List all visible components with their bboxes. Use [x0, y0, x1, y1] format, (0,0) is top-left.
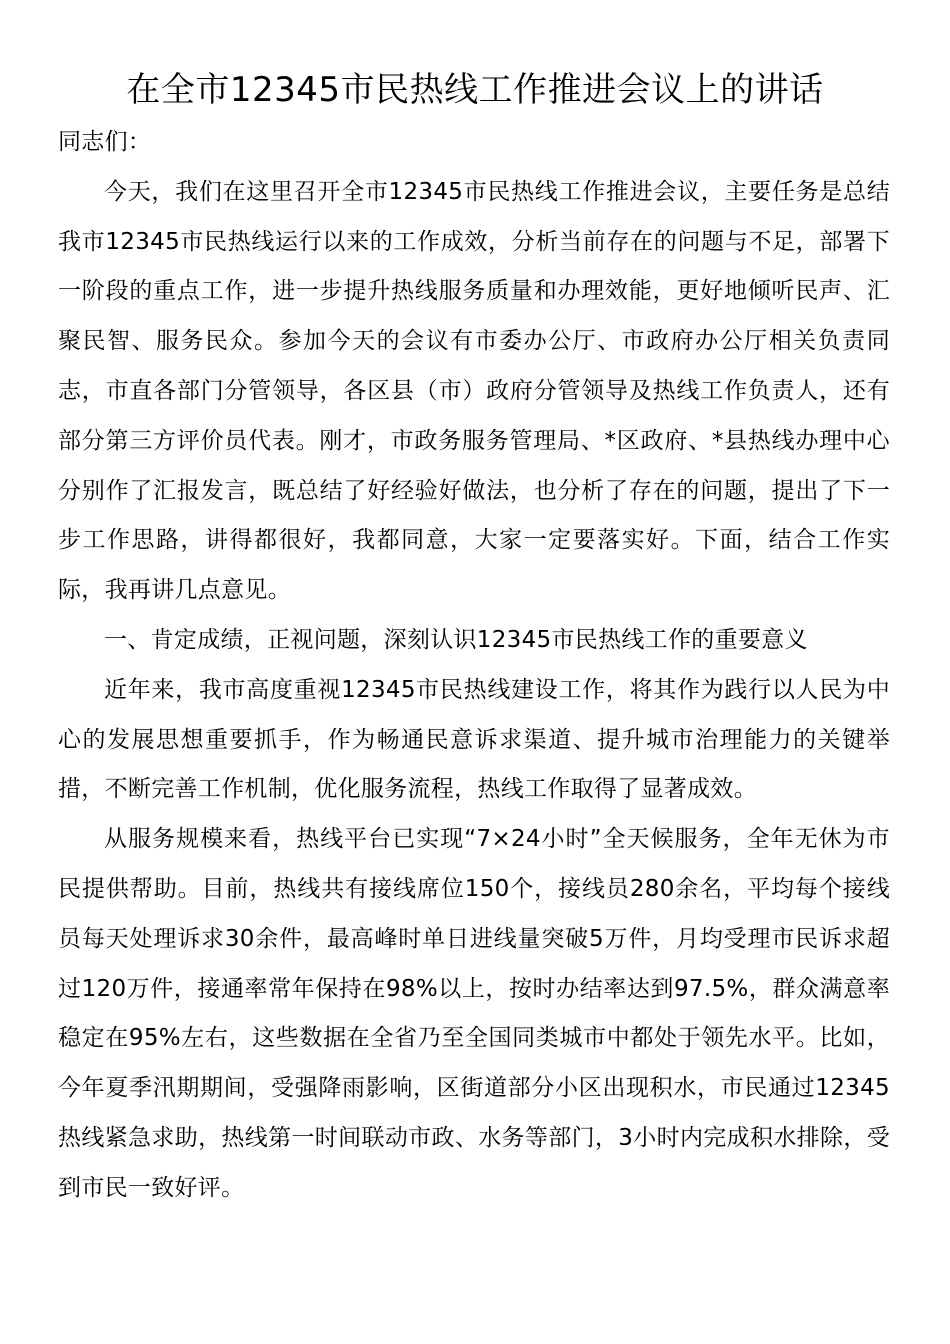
section-heading-1: 一、肯定成绩，正视问题，深刻认识12345市民热线工作的重要意义 [104, 626, 808, 653]
paragraph-achievements: 近年来，我市高度重视12345市民热线建设工作，将其作为践行以人民为中心的发展思想重要抓手，作为畅通民意诉求渠道、提升城市治理能力的关键举措，不断完善工作机制，优化服务流程，热线工作取得了显著成效。 [58, 676, 890, 803]
document-body [58, 118, 890, 1214]
paragraph-opening: 今天，我们在这里召开全市12345市民热线工作推进会议，主要任务是总结我市12345市民热线运行以来的工作成效，分析当前存在的问题与不足，部署下一阶段的重点工作，进一步提升热线服务质量和办理效能，更好地倾听民声、汇聚民智、服务民众。参加今天的会议有市委办公厅、市政府办公厅相关负责同志，市直各部门分管领导，各区县（市）政府分管领导及热线工作负责人，还有部分第三方评价员代表。刚才，市政务服务管理局、*区政府、*县热线办理中心分别作了汇报发言，既总结了好经验好做法，也分析了存在的问题，提出了下一步工作思路，讲得都很好，我都同意，大家一定要落实好。下面，结合工作实际，我再讲几点意见。 [58, 178, 890, 604]
document-title: 在全市12345市民热线工作推进会议上的讲话 [126, 70, 824, 110]
salutation: 同志们： [58, 129, 152, 155]
paragraph-service-scale: 从服务规模来看，热线平台已实现“7×24小时”全天候服务，全年无休为市民提供帮助。目前，热线共有接线席位150个，接线员280余名，平均每个接线员每天处理诉求30余件，最高峰时单日进线量突破5万件，月均受理市民诉求超过120万件，接通率常年保持在98%以上，按时办结率达到97.5%，群众满意率稳定在95%左右，这些数据在全省乃至全国同类城市中都处于领先水平。比如，今年夏季汛期期间，受强降雨影响，区街道部分小区出现积水，市民通过12345热线紧急求助，热线第一时间联动市政、水务等部门，3小时内完成积水排除，受到市民一致好评。 [58, 826, 890, 1201]
